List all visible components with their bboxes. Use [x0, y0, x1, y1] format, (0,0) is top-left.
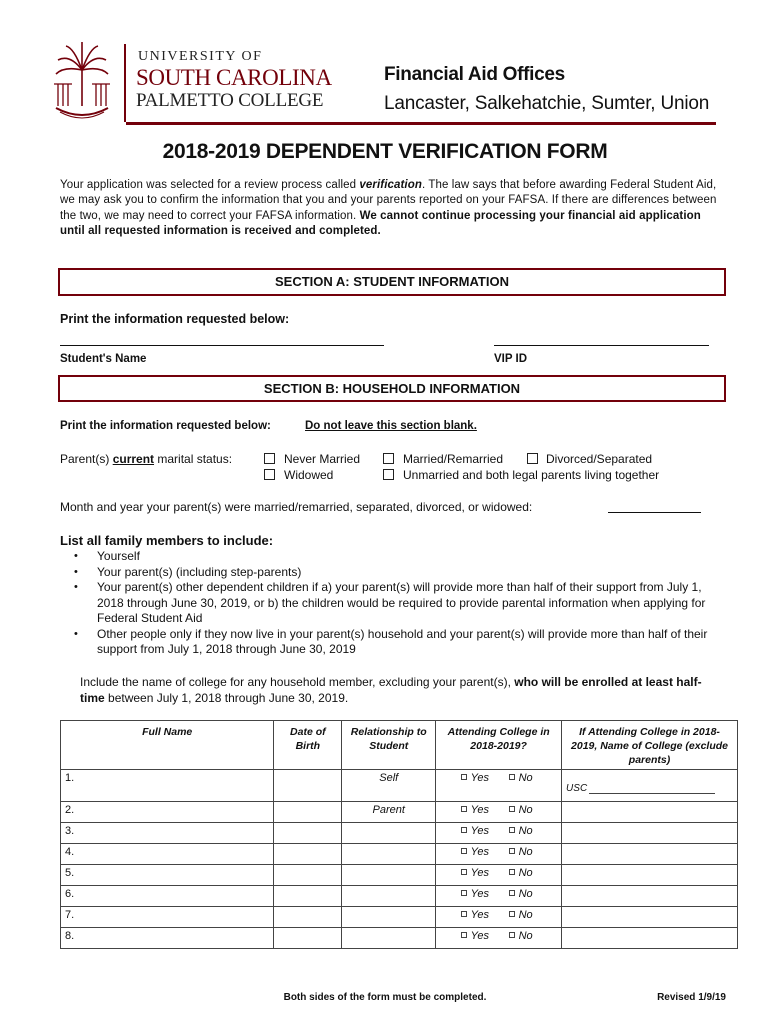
widowed-label: Widowed	[284, 468, 334, 482]
intro-text-2: . The law says that before awarding Federal Student Aid, we may ask you to confirm the information that you and your parents reported on your FAFSA. If there are differences between the two, we may need to correct your FAFSA information.	[60, 179, 717, 222]
relationship-cell[interactable]	[342, 802, 436, 823]
attending-no-checkbox[interactable]	[509, 806, 515, 812]
usc-prefix: USC	[566, 783, 588, 794]
attending-no-checkbox[interactable]	[509, 848, 515, 854]
attending-no-checkbox[interactable]	[509, 869, 515, 875]
relationship-cell[interactable]	[342, 886, 436, 907]
attending-yes-checkbox[interactable]	[461, 827, 467, 833]
family-member-list	[74, 549, 724, 658]
attending-cell	[436, 844, 562, 865]
college-name-cell[interactable]	[562, 907, 738, 928]
vip-id-label: VIP ID	[494, 353, 528, 365]
attending-yes-checkbox[interactable]	[461, 932, 467, 938]
list-item: • Other people only if they now live in your parent(s) household and your parent(s) will provide more than half of their support from July 1, 2018 through June 30, 2019	[74, 627, 724, 658]
row-number: 7.	[65, 909, 75, 921]
attending-yes-option[interactable]	[461, 909, 509, 921]
college-name-cell[interactable]	[562, 865, 738, 886]
intro-text-1: Your application was selected for a review process called	[60, 179, 360, 191]
table-row	[61, 907, 738, 928]
attending-no-label: No	[518, 930, 533, 942]
family-members-table	[60, 720, 738, 949]
table-row	[61, 844, 738, 865]
col-attending-college: Attending College in 2018-2019?	[436, 721, 562, 770]
full-name-cell[interactable]	[61, 844, 274, 865]
attending-no-label: No	[518, 804, 533, 816]
attending-no-option[interactable]	[509, 909, 537, 921]
attending-cell	[436, 886, 562, 907]
college-note-pre: Include the name of college for any household member, excluding your parent(s),	[80, 675, 515, 689]
option-married-remarried[interactable]	[383, 452, 503, 466]
attending-cell	[436, 865, 562, 886]
list-item: • Your parent(s) other dependent children if a) your parent(s) will provide more than half of their support from July 1, 2018 through June 30, 2019, or b) the children would be required to provide parental information when applying for Federal Student Aid	[74, 580, 724, 627]
intro-warning: We cannot continue processing your financial aid application until all requested information is received and completed.	[60, 209, 701, 238]
relationship-cell[interactable]	[342, 907, 436, 928]
logo-south-carolina: SOUTH CAROLINA	[136, 65, 332, 90]
attending-no-checkbox[interactable]	[509, 774, 515, 780]
widowed-checkbox[interactable]	[264, 469, 275, 480]
option-never-married[interactable]	[264, 452, 360, 466]
attending-cell	[436, 802, 562, 823]
relationship-cell[interactable]	[342, 928, 436, 949]
row-number: 4.	[65, 846, 75, 858]
full-name-cell[interactable]	[61, 770, 274, 802]
attending-no-option[interactable]	[509, 867, 537, 879]
attending-yes-checkbox[interactable]	[461, 869, 467, 875]
attending-no-checkbox[interactable]	[509, 911, 515, 917]
relationship-value: Self	[379, 772, 399, 784]
attending-cell	[436, 928, 562, 949]
college-name-cell[interactable]	[562, 770, 738, 802]
table-row	[61, 823, 738, 844]
attending-no-checkbox[interactable]	[509, 827, 515, 833]
footer-revised: Revised 1/9/19	[657, 992, 726, 1003]
relationship-cell[interactable]	[342, 844, 436, 865]
full-name-cell[interactable]	[61, 865, 274, 886]
office-title: Financial Aid Offices	[384, 64, 565, 85]
date-of-birth-cell[interactable]	[274, 865, 342, 886]
marital-label-pre: Parent(s)	[60, 452, 113, 466]
attending-yes-label: Yes	[470, 846, 489, 858]
section-b-instruction: Print the information requested below:	[60, 420, 271, 432]
attending-yes-checkbox[interactable]	[461, 890, 467, 896]
table-row	[61, 886, 738, 907]
student-name-field[interactable]	[60, 345, 384, 346]
attending-cell	[436, 907, 562, 928]
attending-yes-option[interactable]	[461, 804, 509, 816]
col-relationship: Relationship to Student	[342, 721, 436, 770]
college-note-post: between July 1, 2018 through June 30, 2019.	[104, 691, 349, 705]
attending-cell	[436, 770, 562, 802]
full-name-cell[interactable]	[61, 907, 274, 928]
palmetto-tree-icon	[52, 40, 112, 122]
attending-no-checkbox[interactable]	[509, 890, 515, 896]
row-number: 3.	[65, 825, 75, 837]
attending-yes-checkbox[interactable]	[461, 911, 467, 917]
college-name-cell[interactable]	[562, 844, 738, 865]
relationship-cell[interactable]	[342, 770, 436, 802]
college-name-cell[interactable]	[562, 802, 738, 823]
attending-no-checkbox[interactable]	[509, 932, 515, 938]
attending-yes-label: Yes	[470, 804, 489, 816]
col-date-of-birth: Date of Birth	[274, 721, 342, 770]
attending-yes-label: Yes	[470, 888, 489, 900]
marital-date-question: Month and year your parent(s) were married/remarried, separated, divorced, or widowed:	[60, 500, 533, 514]
attending-yes-label: Yes	[470, 867, 489, 879]
divorced-separated-checkbox[interactable]	[527, 453, 538, 464]
college-name-cell[interactable]	[562, 823, 738, 844]
row-number: 6.	[65, 888, 75, 900]
attending-no-option[interactable]	[509, 804, 537, 816]
marital-label-current: current	[112, 452, 155, 466]
attending-no-label: No	[518, 909, 533, 921]
divorced-separated-label: Divorced/Separated	[546, 452, 653, 466]
list-item: • Your parent(s) (including step-parents)	[74, 565, 724, 581]
form-title: 2018-2019 DEPENDENT VERIFICATION FORM	[162, 140, 608, 163]
row-number: 1.	[65, 772, 75, 784]
relationship-cell[interactable]	[342, 865, 436, 886]
date-of-birth-cell[interactable]	[274, 844, 342, 865]
full-name-cell[interactable]	[61, 928, 274, 949]
usc-campus-field[interactable]	[589, 785, 715, 794]
col-full-name: Full Name	[61, 721, 274, 770]
attending-no-label: No	[518, 772, 533, 784]
office-campuses: Lancaster, Salkehatchie, Sumter, Union	[384, 93, 710, 114]
option-divorced-separated[interactable]	[527, 452, 652, 466]
option-widowed[interactable]	[264, 468, 333, 482]
attending-no-label: No	[518, 867, 533, 879]
intro-verification-term: verification	[359, 179, 422, 191]
marital-status-label	[60, 452, 232, 466]
attending-yes-label: Yes	[470, 772, 489, 784]
attending-no-option[interactable]	[509, 888, 537, 900]
logo-palmetto-college: PALMETTO COLLEGE	[136, 90, 324, 111]
attending-no-option[interactable]	[509, 772, 537, 784]
usc-line[interactable]	[566, 783, 733, 794]
college-name-cell[interactable]	[562, 886, 738, 907]
unmarried-together-label: Unmarried and both legal parents living together	[403, 468, 660, 482]
logo-divider	[124, 44, 126, 122]
attending-yes-option[interactable]	[461, 846, 509, 858]
section-a-header: SECTION A: STUDENT INFORMATION	[58, 268, 726, 296]
date-of-birth-cell[interactable]	[274, 928, 342, 949]
attending-yes-label: Yes	[470, 909, 489, 921]
attending-no-label: No	[518, 888, 533, 900]
table-row	[61, 865, 738, 886]
full-name-cell[interactable]	[61, 886, 274, 907]
table-row	[61, 928, 738, 949]
intro-paragraph	[60, 178, 720, 240]
full-name-cell[interactable]	[61, 802, 274, 823]
vip-id-field[interactable]	[494, 345, 709, 346]
row-number: 8.	[65, 930, 75, 942]
married-remarried-checkbox[interactable]	[383, 453, 394, 464]
row-number: 5.	[65, 867, 75, 879]
college-note-bold: who will be enrolled at least half-time	[80, 675, 702, 705]
list-item: • Yourself	[74, 549, 724, 565]
attending-no-label: No	[518, 846, 533, 858]
attending-yes-checkbox[interactable]	[461, 806, 467, 812]
married-remarried-label: Married/Remarried	[403, 452, 504, 466]
university-logo	[52, 40, 352, 130]
col-college-name: If Attending College in 2018-2019, Name of College (exclude parents)	[562, 721, 738, 770]
family-heading: List all family members to include:	[60, 533, 274, 548]
college-note	[80, 674, 720, 706]
date-of-birth-cell[interactable]	[274, 770, 342, 802]
student-name-label: Student's Name	[60, 353, 147, 365]
row-number: 2.	[65, 804, 75, 816]
section-a-instruction: Print the information requested below:	[60, 312, 290, 326]
never-married-checkbox[interactable]	[264, 453, 275, 464]
attending-yes-label: Yes	[470, 825, 489, 837]
marital-date-field[interactable]	[608, 512, 701, 513]
attending-yes-option[interactable]	[461, 825, 509, 837]
attending-no-option[interactable]	[509, 846, 537, 858]
never-married-label: Never Married	[284, 452, 361, 466]
attending-yes-checkbox[interactable]	[461, 848, 467, 854]
marital-label-post: marital status:	[154, 452, 233, 466]
college-name-cell[interactable]	[562, 928, 738, 949]
full-name-cell[interactable]	[61, 823, 274, 844]
attending-no-option[interactable]	[509, 930, 537, 942]
date-of-birth-cell[interactable]	[274, 886, 342, 907]
table-header-row	[61, 721, 738, 770]
date-of-birth-cell[interactable]	[274, 907, 342, 928]
attending-yes-option[interactable]	[461, 772, 509, 784]
date-of-birth-cell[interactable]	[274, 823, 342, 844]
table-row	[61, 802, 738, 823]
attending-yes-option[interactable]	[461, 867, 509, 879]
logo-university-of: UNIVERSITY OF	[138, 49, 263, 64]
unmarried-together-checkbox[interactable]	[383, 469, 394, 480]
attending-no-option[interactable]	[509, 825, 537, 837]
attending-yes-label: Yes	[470, 930, 489, 942]
option-unmarried-together[interactable]	[383, 468, 659, 482]
section-b-header: SECTION B: HOUSEHOLD INFORMATION	[58, 375, 726, 402]
attending-no-label: No	[518, 825, 533, 837]
relationship-value: Parent	[372, 804, 405, 816]
attending-cell	[436, 823, 562, 844]
attending-yes-checkbox[interactable]	[461, 774, 467, 780]
table-row	[61, 770, 738, 802]
relationship-cell[interactable]	[342, 823, 436, 844]
header-rule	[126, 122, 716, 125]
date-of-birth-cell[interactable]	[274, 802, 342, 823]
footer-note: Both sides of the form must be completed.	[283, 992, 487, 1003]
attending-yes-option[interactable]	[461, 930, 509, 942]
section-b-warning: Do not leave this section blank.	[305, 420, 477, 432]
attending-yes-option[interactable]	[461, 888, 509, 900]
